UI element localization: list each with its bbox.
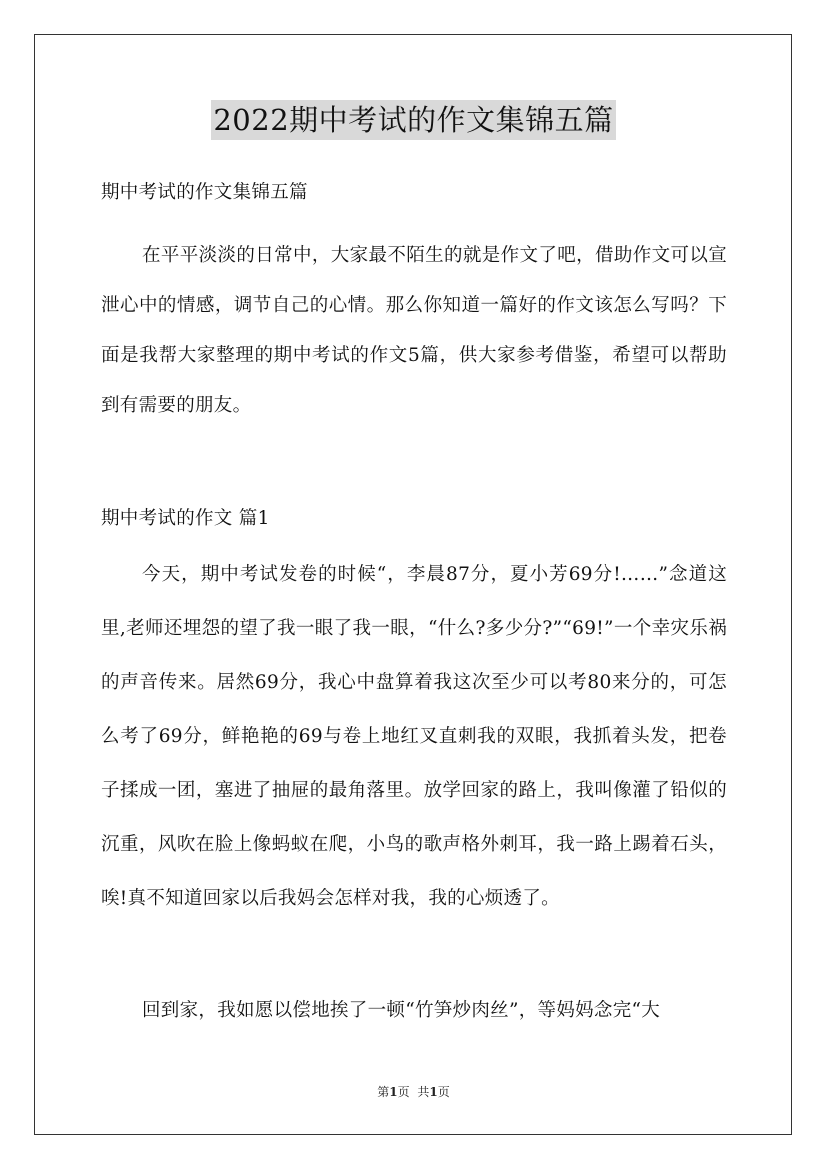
document-subtitle: 期中考试的作文集锦五篇 [101,182,308,203]
page-current: 1 [389,1085,398,1099]
document-title: 2022期中考试的作文集锦五篇 [211,100,615,140]
title-container [0,100,827,140]
essay-paragraph-2: 回到家，我如愿以偿地挨了一顿“竹笋炒肉丝”，等妈妈念完“大 [142,1000,661,1021]
total-label: 共 [417,1085,430,1099]
page-label: 第 [377,1085,390,1099]
essay-paragraph-1: 今天，期中考试发卷的时候“，李晨87分，夏小芳69分!……”念道这里,老师还埋怨的望了我一眼了我一眼，“什么?多少分?”“69!”一个幸灾乐祸的声音传来。居然69分，我心中盘算着我这次至少可以考80来分的，可怎么考了69分，鲜艳艳的69与卷上地红叉直刺我的双眼，我抓着头发，把卷子揉成一团，塞进了抽屉的最角落里。放学回家的路上，我叫像灌了铅似的沉重，风吹在脸上像蚂蚁在爬，小鸟的歌声格外刺耳，我一路上踢着石头，唉!真不知道回家以后我妈会怎样对我，我的心烦透了。 [101,564,727,909]
page-footer [0,1082,827,1102]
page-unit: 页 [397,1085,410,1099]
section-heading: 期中考试的作文 篇1 [101,508,270,529]
total-unit: 页 [437,1085,450,1099]
page-total: 1 [429,1085,438,1099]
intro-paragraph: 在平平淡淡的日常中，大家最不陌生的就是作文了吧，借助作文可以宣泄心中的情感，调节自己的心情。那么你知道一篇好的作文该怎么写吗？下面是我帮大家整理的期中考试的作文5篇，供大家参考借鉴，希望可以帮助到有需要的朋友。 [101,245,727,416]
